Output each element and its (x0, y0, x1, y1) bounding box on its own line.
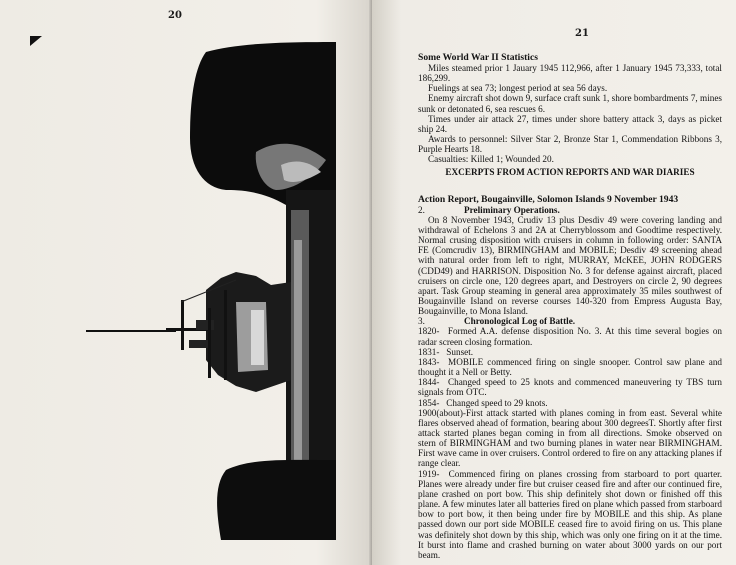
log-entry (418, 377, 722, 397)
section-title: Chronological Log of Battle. (464, 316, 576, 327)
ship-photo-image (86, 40, 336, 540)
log-text: Changed speed to 25 knots and commenced maneuvering ty TBS turn signals from OTC. (418, 377, 723, 398)
corner-mark-icon (30, 36, 42, 46)
log-entry (418, 398, 722, 408)
right-page (372, 0, 736, 565)
log-time: 1844- (418, 377, 440, 388)
stat-line: Times under air attack 27, times under shore battery attack 3, days as picket ship 24. (418, 113, 722, 134)
log-entry (418, 357, 722, 377)
section-number: 3. (418, 316, 425, 327)
section-title: Preliminary Operations. (464, 204, 560, 215)
stat-line: Awards to personnel: Silver Star 2, Bronze Star 1, Commendation Ribbons 3, Purple Hearts 18. (418, 134, 722, 155)
section-heading (418, 316, 722, 326)
section-paragraph: On 8 November 1943, Crudiv 13 plus Desdiv 49 were covering landing and withdrawal of Echelons 3 and 2A at Cherryblossom and Goodtime respectively. Normal crusing disposition with cruisers in column in following order: SANTA FE (Comcrudiv 13), BIRMINGHAM and MOBILE; Desdiv 49 screening ahead with natural order from left to right, MURRAY, McKEE, JOHN RODGERS (CDD49) and HARRISON. Disposition No. 3 for defense against aircraft, placed cruisers on circle one, 120 degrees apart, and Destroyers on circle 2, 90 degrees apart. Task Group steaming in general area approximately 35 miles southwest of Bougainville Island on reverse courses 140-320 from Empress Augusta Bay, Bougainville, to Mona Island. (418, 214, 722, 317)
log-time: 1831- (418, 346, 440, 357)
log-text: Formed A.A. defense disposition No. 3. At this time several bogies on radar screen closing formation. (418, 326, 723, 347)
spacer (418, 178, 722, 194)
log-time: 1843- (418, 356, 440, 367)
stat-line: Fuelings at sea 73; longest period at sea 56 days. (428, 83, 608, 94)
log-text: Sunset. (446, 346, 474, 357)
log-entry (418, 408, 722, 469)
page-number-left: 20 (168, 10, 182, 21)
log-entry (418, 326, 722, 346)
log-entry (418, 469, 722, 560)
log-time: 1919- (418, 468, 440, 479)
log-text: Changed speed to 29 knots. (446, 397, 548, 408)
log-text: MOBILE commenced firing on single snooper. Control saw plane and thought it a Nell or Betty. (418, 356, 723, 378)
stat-line: Miles steamed prior 1 Jauary 1945 112,966, after 1 January 1945 73,333, total 186,299. (418, 63, 722, 84)
log-time: 1820- (418, 326, 440, 337)
log-text: Commenced firing on planes crossing from starboard to port quarter. Planes were already under fire but cruiser ceased fire and after our continued fire, plane crashed on port bow. This ship definitely shot down or finished off this plane. A few minutes later all batteries fired on plane which passed from starboard bow to port bow, it then being under fire by MOBILE and this ship. As plane passed down our port side MOBILE ceased fire to avoid firing on us. This plane was definitely shot down by this ship, which was only one firing on it at the time. It burst into flame and crashed burning on water about 3000 yards on our port beam. (418, 468, 723, 560)
log-time: 1900(about)- (418, 407, 466, 418)
stats-title: Some World War II Statistics (418, 52, 538, 63)
report-title: Action Report, Bougainville, Solomon Islands 9 November 1943 (418, 193, 679, 205)
log-entry (418, 347, 722, 357)
ship-photograph (86, 40, 336, 540)
stat-line: Enemy aircraft shot down 9, surface craft sunk 1, shore bombardments 7, mines sunk or detonated 6, sea rescues 6. (418, 93, 722, 114)
section-heading (418, 205, 722, 215)
page-number-right: 21 (575, 28, 589, 39)
log-text: First attack started with planes coming in from east. Several white flares observed ahead of formation, bearing about 300 degreesT. Shortly after first attack started planes began coming in from all directions. Smoke observed on stern of BIRMINGHAM and two burning planes in water near BIRMINGHAM. First wave came in over cruisers. Control ordered to fire on any attacking planes if range clear. (418, 407, 722, 469)
log-time: 1854- (418, 397, 440, 408)
excerpts-heading: EXCERPTS FROM ACTION REPORTS AND WAR DIARIES (445, 166, 695, 177)
page-text (418, 52, 722, 560)
stat-line: Casualties: Killed 1; Wounded 20. (428, 154, 554, 165)
section-number: 2. (418, 204, 425, 215)
